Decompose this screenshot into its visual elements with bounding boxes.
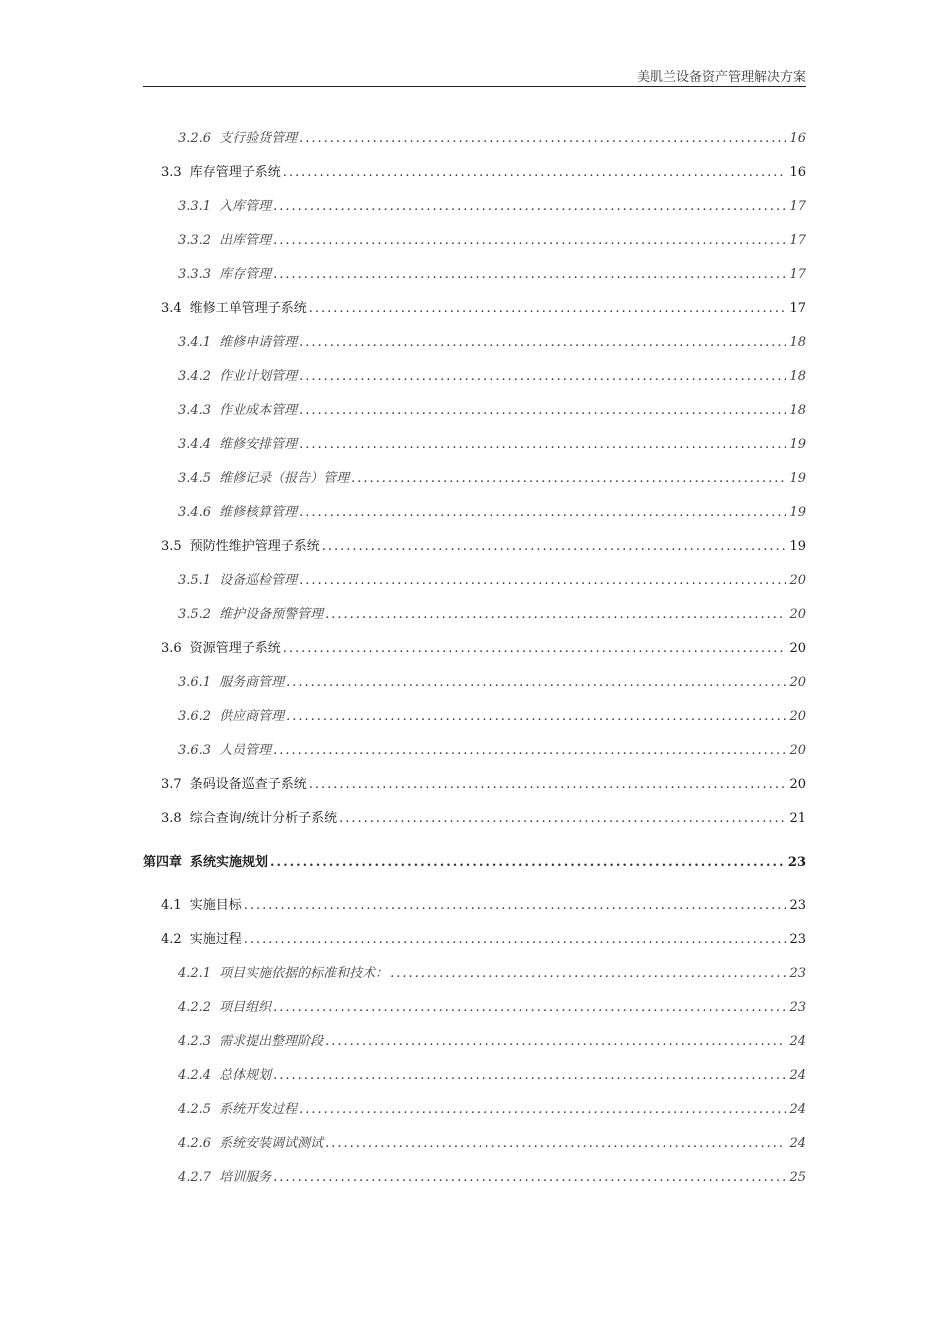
toc-entry[interactable] <box>161 638 806 658</box>
toc-entry-title: 系统安装调试测试 <box>219 1136 324 1151</box>
toc-entry[interactable] <box>178 468 806 488</box>
toc-leader-dots <box>299 130 786 148</box>
toc-entry-page: 17 <box>789 301 806 316</box>
toc-entry[interactable] <box>178 604 806 624</box>
toc-entry-number: 4.2.7 <box>178 1170 212 1185</box>
toc-entry-number: 4.2 <box>161 932 182 947</box>
toc-entry[interactable] <box>178 366 806 386</box>
toc-leader-dots <box>390 965 786 983</box>
toc-entry[interactable] <box>161 298 806 318</box>
toc-entry-title: 人员管理 <box>219 743 272 758</box>
toc-entry-page: 19 <box>789 505 806 520</box>
toc-entry-number: 4.2.5 <box>178 1102 212 1117</box>
toc-leader-dots <box>273 742 786 760</box>
toc-entry-page: 20 <box>789 777 806 792</box>
toc-entry-page: 20 <box>789 675 806 690</box>
toc-entry[interactable] <box>178 264 806 284</box>
toc-entry[interactable] <box>178 230 806 250</box>
toc-leader-dots <box>273 232 786 250</box>
toc-entry[interactable] <box>178 1167 806 1187</box>
toc-entry-number: 3.7 <box>161 777 182 792</box>
toc-entry-page: 20 <box>789 573 806 588</box>
toc-entry-title: 出库管理 <box>219 233 272 248</box>
toc-entry[interactable] <box>143 852 806 872</box>
toc-entry-number: 4.2.3 <box>178 1034 212 1049</box>
toc-entry-title: 作业计划管理 <box>219 369 298 384</box>
toc-entry-title: 维修记录（报告）管理 <box>219 471 350 486</box>
toc-entry[interactable] <box>178 128 806 148</box>
document-title: 美肌兰设备资产管理解决方案 <box>636 70 806 85</box>
toc-entry-number: 4.2.1 <box>178 966 212 981</box>
toc-entry[interactable] <box>178 570 806 590</box>
toc-leader-dots <box>299 368 786 386</box>
toc-entry[interactable] <box>178 706 806 726</box>
toc-entry-number: 4.2.4 <box>178 1068 212 1083</box>
toc-entry[interactable] <box>178 502 806 522</box>
toc-leader-dots <box>299 334 786 352</box>
toc-entry-page: 19 <box>789 471 806 486</box>
toc-entry-number: 3.4.6 <box>178 505 212 520</box>
toc-entry[interactable] <box>161 808 806 828</box>
toc-leader-dots <box>273 266 786 284</box>
toc-entry-number: 3.6.3 <box>178 743 212 758</box>
toc-entry[interactable] <box>178 963 806 983</box>
toc-entry[interactable] <box>178 1099 806 1119</box>
toc-entry-title: 资源管理子系统 <box>189 641 281 656</box>
toc-entry-page: 24 <box>789 1136 806 1151</box>
toc-entry[interactable] <box>178 196 806 216</box>
toc-entry[interactable] <box>178 672 806 692</box>
toc-entry-title: 供应商管理 <box>219 709 285 724</box>
toc-leader-dots <box>299 504 786 522</box>
toc-leader-dots <box>273 1169 786 1187</box>
toc-entry-number: 3.3.3 <box>178 267 212 282</box>
toc-leader-dots <box>351 470 786 488</box>
toc-entry-title: 库存管理 <box>219 267 272 282</box>
toc-entry-title: 项目组织 <box>219 1000 272 1015</box>
toc-entry-page: 19 <box>789 539 806 554</box>
toc-entry-page: 24 <box>789 1102 806 1117</box>
toc-entry-title: 作业成本管理 <box>219 403 298 418</box>
toc-entry-title: 支行验货管理 <box>219 131 298 146</box>
toc-entry-title: 培训服务 <box>219 1170 272 1185</box>
toc-entry-page: 17 <box>789 267 806 282</box>
toc-leader-dots <box>273 1067 786 1085</box>
toc-entry-page: 25 <box>789 1170 806 1185</box>
toc-entry-title: 系统实施规划 <box>190 855 269 870</box>
toc-entry-number: 4.2.6 <box>178 1136 212 1151</box>
toc-entry-page: 23 <box>789 1000 806 1015</box>
toc-entry-title: 实施过程 <box>189 932 242 947</box>
toc-entry-page: 23 <box>787 855 806 870</box>
toc-entry-number: 3.4.4 <box>178 437 212 452</box>
toc-entry-page: 23 <box>789 898 806 913</box>
toc-entry[interactable] <box>178 740 806 760</box>
toc-entry[interactable] <box>178 997 806 1017</box>
toc-leader-dots <box>244 897 786 915</box>
toc-entry[interactable] <box>161 162 806 182</box>
toc-entry[interactable] <box>178 1031 806 1051</box>
toc-entry-title: 维修安排管理 <box>219 437 298 452</box>
toc-entry-title: 预防性维护管理子系统 <box>189 539 320 554</box>
toc-entry-page: 18 <box>789 403 806 418</box>
toc-entry[interactable] <box>178 1065 806 1085</box>
toc-entry-page: 16 <box>789 165 806 180</box>
toc-leader-dots <box>283 164 786 182</box>
toc-leader-dots <box>286 708 786 726</box>
toc-leader-dots <box>299 572 786 590</box>
toc-leader-dots <box>299 436 786 454</box>
toc-entry-number: 4.1 <box>161 898 182 913</box>
toc-entry-page: 18 <box>789 369 806 384</box>
toc-leader-dots <box>286 674 786 692</box>
toc-entry[interactable] <box>178 400 806 420</box>
toc-entry-title: 项目实施依据的标准和技术： <box>219 966 389 981</box>
toc-entry-title: 综合查询/统计分析子系统 <box>189 811 338 826</box>
toc-leader-dots <box>309 776 786 794</box>
toc-entry-number: 3.3.1 <box>178 199 212 214</box>
toc-entry[interactable] <box>178 434 806 454</box>
toc-entry-number: 3.2.6 <box>178 131 212 146</box>
toc-leader-dots <box>270 854 786 872</box>
toc-entry-page: 17 <box>789 199 806 214</box>
toc-entry[interactable] <box>161 536 806 556</box>
toc-entry-page: 20 <box>789 743 806 758</box>
toc-leader-dots <box>325 606 786 624</box>
toc-entry[interactable] <box>178 332 806 352</box>
toc-entry-number: 3.3.2 <box>178 233 212 248</box>
toc-entry-number: 3.6 <box>161 641 182 656</box>
toc-entry-title: 维修核算管理 <box>219 505 298 520</box>
toc-entry-title: 维修申请管理 <box>219 335 298 350</box>
toc-leader-dots <box>299 402 786 420</box>
toc-leader-dots <box>273 198 786 216</box>
toc-leader-dots <box>309 300 786 318</box>
toc-entry-page: 17 <box>789 233 806 248</box>
toc-entry-page: 24 <box>789 1034 806 1049</box>
toc-entry-page: 19 <box>789 437 806 452</box>
toc-entry-title: 库存管理子系统 <box>189 165 281 180</box>
toc-entry-title: 需求提出整理阶段 <box>219 1034 324 1049</box>
toc-entry-page: 20 <box>789 709 806 724</box>
toc-leader-dots <box>322 538 786 556</box>
toc-entry-number: 3.6.2 <box>178 709 212 724</box>
toc-entry-title: 条码设备巡查子系统 <box>189 777 307 792</box>
toc-entry-number: 3.4.2 <box>178 369 212 384</box>
toc-entry-title: 系统开发过程 <box>219 1102 298 1117</box>
toc-entry-title: 维修工单管理子系统 <box>189 301 307 316</box>
toc-entry-page: 18 <box>789 335 806 350</box>
toc-entry[interactable] <box>161 929 806 949</box>
toc-entry-title: 服务商管理 <box>219 675 285 690</box>
toc-entry-page: 16 <box>789 131 806 146</box>
toc-leader-dots <box>325 1033 786 1051</box>
toc-entry-page: 20 <box>789 607 806 622</box>
toc-entry-page: 23 <box>789 966 806 981</box>
toc-entry[interactable] <box>178 1133 806 1153</box>
toc-entry-title: 总体规划 <box>219 1068 272 1083</box>
toc-entry-number: 4.2.2 <box>178 1000 212 1015</box>
toc-entry-number: 3.4.3 <box>178 403 212 418</box>
toc-leader-dots <box>299 1101 786 1119</box>
toc-leader-dots <box>244 931 786 949</box>
toc-leader-dots <box>325 1135 786 1153</box>
toc-entry-title: 入库管理 <box>219 199 272 214</box>
toc-entry-number: 3.4.5 <box>178 471 212 486</box>
toc-leader-dots <box>283 640 786 658</box>
toc-leader-dots <box>339 810 786 828</box>
toc-entry-number: 3.3 <box>161 165 182 180</box>
toc-entry-title: 设备巡检管理 <box>219 573 298 588</box>
toc-entry-title: 实施目标 <box>189 898 242 913</box>
toc-entry-number: 3.4 <box>161 301 182 316</box>
toc-entry-number: 3.8 <box>161 811 182 826</box>
toc-entry-number: 3.4.1 <box>178 335 212 350</box>
toc-entry-page: 23 <box>789 932 806 947</box>
toc-entry-page: 21 <box>789 811 806 826</box>
toc-entry-number: 3.5 <box>161 539 182 554</box>
toc-entry-number: 第四章 <box>143 855 183 870</box>
toc-entry-number: 3.5.2 <box>178 607 212 622</box>
toc-entry[interactable] <box>161 895 806 915</box>
toc-leader-dots <box>273 999 786 1017</box>
toc-entry-number: 3.6.1 <box>178 675 212 690</box>
toc-entry-page: 24 <box>789 1068 806 1083</box>
toc-entry-number: 3.5.1 <box>178 573 212 588</box>
toc-entry-title: 维护设备预警管理 <box>219 607 324 622</box>
toc-entry-page: 20 <box>789 641 806 656</box>
toc-entry[interactable] <box>161 774 806 794</box>
